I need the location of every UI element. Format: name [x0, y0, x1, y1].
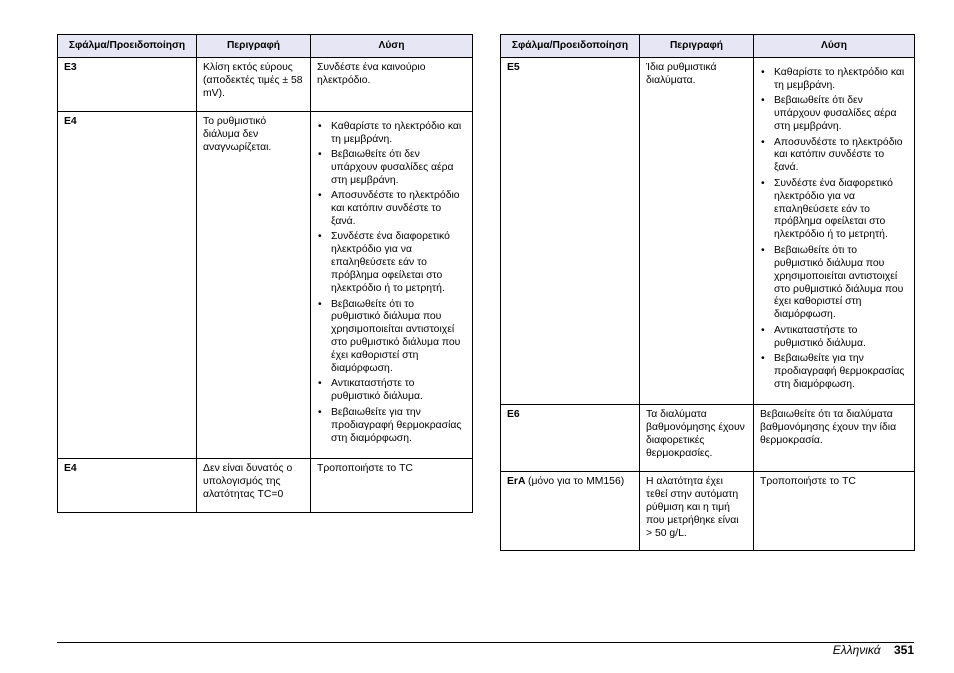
error-code: E5	[501, 58, 640, 405]
solution-item: • Βεβαιωθείτε ότι δεν υπάρχουν φυσαλίδες αέρα στη μεμβράνη.	[760, 95, 908, 134]
error-solution: Βεβαιωθείτε ότι τα διαλύματα βαθμονόμησης έχουν την ίδια θερμοκρασία.	[754, 405, 915, 472]
error-code: E3	[58, 58, 197, 112]
error-solution-list	[311, 111, 473, 458]
header-solution: Λύση	[311, 35, 473, 58]
solution-item: • Αποσυνδέστε το ηλεκτρόδιο και κατόπιν συνδέστε το ξανά.	[760, 137, 908, 176]
solution-item: • Βεβαιωθείτε για την προδιαγραφή θερμοκρασίας στη διαμόρφωση.	[317, 407, 466, 446]
page-number: 351	[893, 643, 914, 657]
table-row	[501, 471, 915, 551]
header-description: Περιγραφή	[640, 35, 754, 58]
error-solution: Τροποποιήστε το TC	[311, 458, 473, 512]
error-code: E4	[58, 458, 197, 512]
error-code: ErA	[507, 475, 526, 487]
solution-item: • Βεβαιωθείτε ότι το ρυθμιστικό διάλυμα που χρησιμοποιείται αντιστοιχεί στο ρυθμιστικό διάλυμα που έχει καθοριστεί στη διαμόρφωση.	[760, 245, 908, 322]
solution-item: • Συνδέστε ένα διαφορετικό ηλεκτρόδιο για να επαληθεύσετε εάν το πρόβλημα οφείλεται στο ηλεκτρόδιο ή το μετρητή.	[760, 178, 908, 243]
error-solution: Τροποποιήστε το TC	[754, 471, 915, 551]
table-row	[58, 458, 473, 512]
solution-item: • Βεβαιωθείτε ότι το ρυθμιστικό διάλυμα που χρησιμοποιείται αντιστοιχεί στο ρυθμιστικό διάλυμα που έχει καθοριστεί στη διαμόρφωση.	[317, 299, 466, 376]
error-code: E4	[58, 111, 197, 458]
error-description: Το ρυθμιστικό διάλυμα δεν αναγνωρίζεται.	[197, 111, 311, 458]
error-description: Τα διαλύματα βαθμονόμησης έχουν διαφορετικές θερμοκρασίες.	[640, 405, 754, 472]
error-description: Κλίση εκτός εύρους (αποδεκτές τιμές ± 58 mV).	[197, 58, 311, 112]
error-code-note: (μόνο για το MM156)	[527, 475, 625, 487]
table-row	[58, 111, 473, 458]
page-footer	[833, 643, 914, 657]
solution-item: • Καθαρίστε το ηλεκτρόδιο και τη μεμβράνη.	[760, 67, 908, 93]
error-table-right	[500, 34, 915, 551]
table-row	[501, 405, 915, 472]
error-table-left	[57, 34, 473, 513]
solution-item: • Αποσυνδέστε το ηλεκτρόδιο και κατόπιν συνδέστε το ξανά.	[317, 190, 466, 229]
table-row	[501, 58, 915, 405]
solution-item: • Αντικαταστήστε το ρυθμιστικό διάλυμα.	[317, 378, 466, 404]
solution-item: • Καθαρίστε το ηλεκτρόδιο και τη μεμβράνη.	[317, 121, 466, 147]
error-description: Ίδια ρυθμιστικά διαλύματα.	[640, 58, 754, 405]
solution-item: • Βεβαιωθείτε ότι δεν υπάρχουν φυσαλίδες αέρα στη μεμβράνη.	[317, 149, 466, 188]
header-solution: Λύση	[754, 35, 915, 58]
error-solution: Συνδέστε ένα καινούριο ηλεκτρόδιο.	[311, 58, 473, 112]
error-description: Η αλατότητα έχει τεθεί στην αυτόματη ρύθμιση και η τιμή που μετρήθηκε είναι > 50 g/L.	[640, 471, 754, 551]
solution-item: • Συνδέστε ένα διαφορετικό ηλεκτρόδιο για να επαληθεύσετε εάν το πρόβλημα οφείλεται στο ηλεκτρόδιο ή το μετρητή.	[317, 231, 466, 296]
solution-item: • Αντικαταστήστε το ρυθμιστικό διάλυμα.	[760, 325, 908, 351]
error-description: Δεν είναι δυνατός ο υπολογισμός της αλατότητας TC=0	[197, 458, 311, 512]
error-code: E6	[501, 405, 640, 472]
footer-language: Ελληνικά	[832, 643, 881, 657]
table-row	[58, 58, 473, 112]
header-description: Περιγραφή	[197, 35, 311, 58]
header-error: Σφάλμα/Προειδοποίηση	[501, 35, 640, 58]
footer-divider	[57, 642, 914, 643]
error-code-cell	[501, 471, 640, 551]
header-error: Σφάλμα/Προειδοποίηση	[58, 35, 197, 58]
error-solution-list	[754, 58, 915, 405]
solution-item: • Βεβαιωθείτε για την προδιαγραφή θερμοκρασίας στη διαμόρφωση.	[760, 353, 908, 392]
